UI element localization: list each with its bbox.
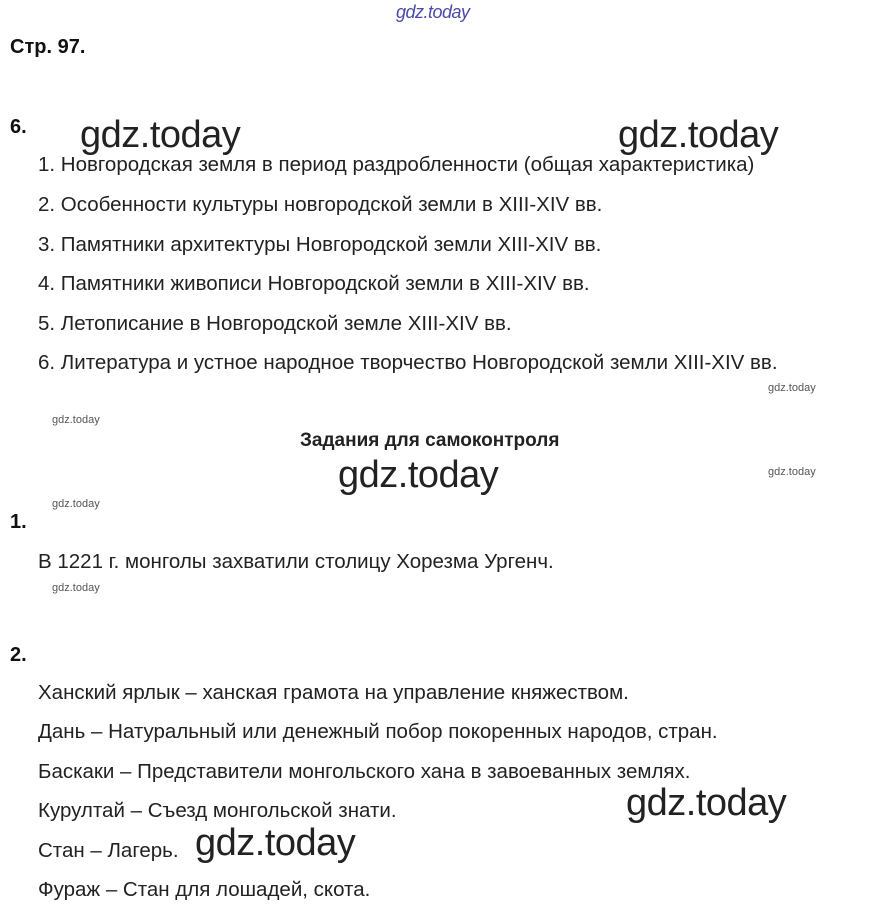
term-definition: Курултай – Съезд монгольской знати. bbox=[38, 799, 397, 822]
watermark-big: gdz.today bbox=[338, 454, 499, 496]
list-item: 1. Новгородская земля в период раздробленности (общая характеристика) bbox=[38, 153, 755, 176]
watermark-big: gdz.today bbox=[626, 782, 787, 824]
term-definition: Фураж – Стан для лошадей, скота. bbox=[38, 878, 371, 901]
watermark-big: gdz.today bbox=[195, 822, 356, 864]
list-item: 5. Летописание в Новгородской земле XIII-XIV вв. bbox=[38, 312, 512, 335]
watermark-small: gdz.today bbox=[52, 414, 100, 426]
task-number: 2. bbox=[10, 644, 27, 666]
list-item: 6. Литература и устное народное творчество Новгородской земли XIII-XIV вв. bbox=[38, 351, 778, 374]
watermark-small: gdz.today bbox=[52, 498, 100, 510]
term-definition: Ханский ярлык – ханская грамота на управление княжеством. bbox=[38, 681, 629, 704]
watermark-big: gdz.today bbox=[80, 114, 241, 156]
list-item: 2. Особенности культуры новгородской земли в XIII-XIV вв. bbox=[38, 193, 603, 216]
watermark-big: gdz.today bbox=[618, 114, 779, 156]
page-label: Стр. 97. bbox=[10, 36, 86, 58]
watermark-small: gdz.today bbox=[768, 466, 816, 478]
section-number: 6. bbox=[10, 116, 27, 138]
term-definition: Стан – Лагерь. bbox=[38, 839, 179, 862]
section-title: Задания для самоконтроля bbox=[300, 430, 560, 451]
watermark-small: gdz.today bbox=[52, 582, 100, 594]
term-definition: Баскаки – Представители монгольского хана в завоеванных землях. bbox=[38, 760, 691, 783]
watermark-top: gdz.today bbox=[396, 2, 470, 22]
task-number: 1. bbox=[10, 511, 27, 533]
list-item: 4. Памятники живописи Новгородской земли в XIII-XIV вв. bbox=[38, 272, 590, 295]
list-item: 3. Памятники архитектуры Новгородской земли XIII-XIV вв. bbox=[38, 233, 602, 256]
term-definition: Дань – Натуральный или денежный побор покоренных народов, стран. bbox=[38, 720, 718, 743]
task-answer: В 1221 г. монголы захватили столицу Хорезма Ургенч. bbox=[38, 550, 554, 573]
watermark-small: gdz.today bbox=[768, 382, 816, 394]
